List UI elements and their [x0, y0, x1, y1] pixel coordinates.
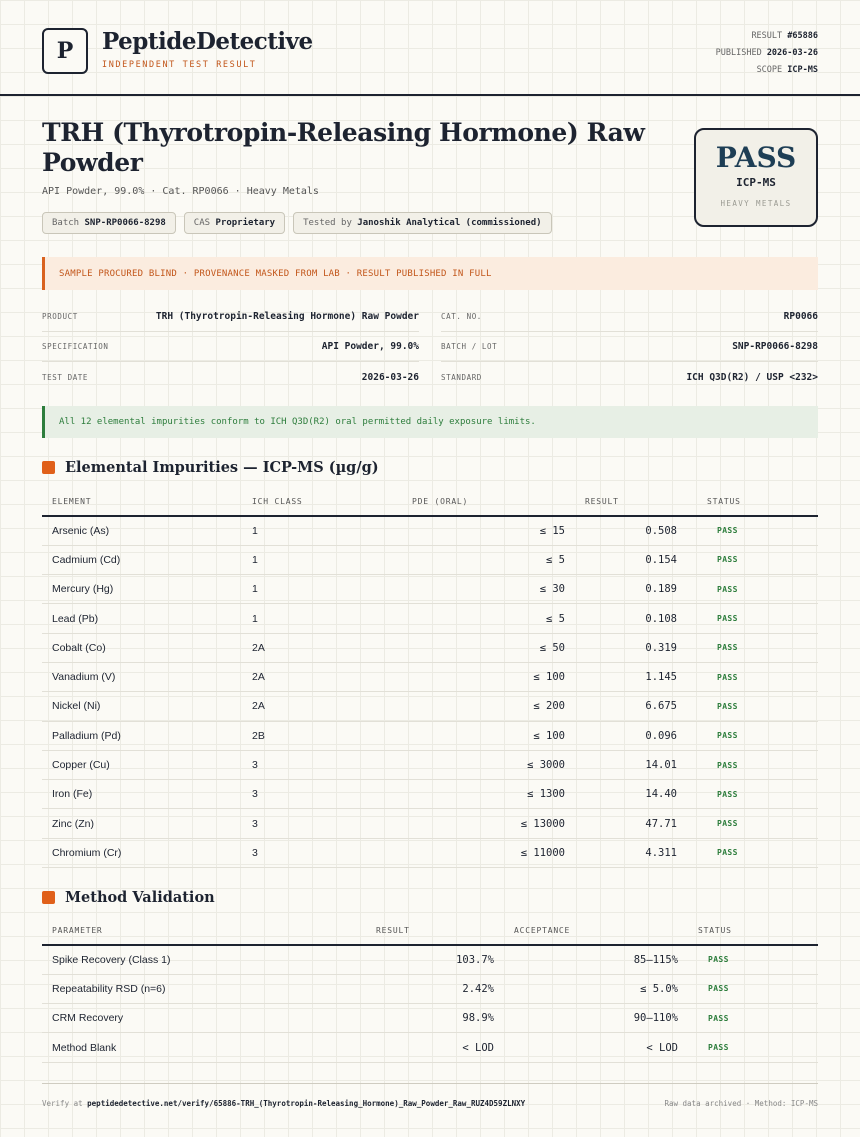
pde-limit: ≤ 100: [402, 662, 575, 691]
col-header-result: RESULT: [575, 488, 697, 516]
blind-procurement-notice: SAMPLE PROCURED BLIND · PROVENANCE MASKED FROM LAB · RESULT PUBLISHED IN FULL: [42, 257, 818, 290]
status-badge: PASS: [697, 575, 818, 604]
verify-line: [42, 1099, 525, 1108]
archive-note: Raw data archived · Method: ICP-MS: [664, 1099, 818, 1108]
element-name: Lead (Pb): [42, 604, 242, 633]
result-value: 14.40: [575, 780, 697, 809]
validation-row: [42, 945, 818, 974]
spec-key: TEST DATE: [42, 372, 89, 382]
published-date: 2026-03-26: [766, 48, 818, 58]
impurity-row: [42, 662, 818, 691]
ich-class: 1: [242, 604, 402, 633]
spec-row-cat-no: [441, 302, 818, 332]
brand-logo: P: [42, 28, 88, 74]
status-badge: PASS: [697, 516, 818, 545]
pde-limit: ≤ 13000: [402, 809, 575, 838]
pde-limit: ≤ 11000: [402, 838, 575, 867]
ich-class: 1: [242, 575, 402, 604]
ich-class: 2A: [242, 633, 402, 662]
impurity-row: [42, 838, 818, 867]
ich-class: 2B: [242, 721, 402, 750]
status-badge: PASS: [697, 633, 818, 662]
spec-value: API Powder, 99.0%: [321, 341, 419, 352]
stamp-method: ICP-MS: [736, 176, 776, 189]
result-value: 2.42%: [272, 974, 504, 1003]
result-value: 103.7%: [272, 945, 504, 974]
impurity-row: [42, 780, 818, 809]
result-value: 6.675: [575, 692, 697, 721]
result-value: 0.508: [575, 516, 697, 545]
acceptance-criteria: 85–115%: [504, 945, 688, 974]
ich-class: 3: [242, 809, 402, 838]
validation-header-row: [42, 917, 818, 945]
result-value: 14.01: [575, 750, 697, 779]
result-value: 0.108: [575, 604, 697, 633]
acceptance-criteria: 90–110%: [504, 1004, 688, 1033]
cas-chip-label: CAS: [193, 218, 211, 228]
tested-by-chip: [293, 212, 551, 234]
validation-title: Method Validation: [65, 889, 215, 906]
status-badge: PASS: [697, 809, 818, 838]
specs-left-column: [42, 302, 419, 392]
batch-chip-value: SNP-RP0066-8298: [84, 218, 166, 228]
report-meta: [716, 28, 818, 79]
validation-section-header: [42, 889, 215, 906]
spec-value: ICH Q3D(R2) / USP <232>: [686, 371, 818, 383]
validation-row: [42, 974, 818, 1003]
product-chips: [42, 212, 552, 234]
pde-limit: ≤ 50: [402, 633, 575, 662]
col-header-status: STATUS: [688, 917, 818, 945]
validation-table: [42, 917, 818, 1063]
spec-row-test-date: [42, 362, 419, 392]
published-label: PUBLISHED: [715, 48, 762, 58]
element-name: Copper (Cu): [42, 750, 242, 779]
element-name: Iron (Fe): [42, 780, 242, 809]
impurities-table: [42, 488, 818, 868]
result-value: 4.311: [575, 838, 697, 867]
impurity-row: [42, 809, 818, 838]
element-name: Vanadium (V): [42, 662, 242, 691]
batch-chip-label: Batch: [52, 218, 80, 228]
impurity-row: [42, 545, 818, 574]
impurity-row: [42, 692, 818, 721]
spec-key: SPECIFICATION: [42, 342, 109, 351]
validation-row: [42, 1004, 818, 1033]
spec-key: BATCH / LOT: [441, 342, 498, 351]
brand-name: PeptideDetective: [102, 28, 313, 55]
scope-label: SCOPE: [756, 65, 783, 75]
col-header-status: STATUS: [697, 488, 818, 516]
verify-link[interactable]: peptidedetective.net/verify/65886-TRH_(Thyrotropin-Releasing_Hormone)_Raw_Powder_Raw_RUZ4D59ZLNXY: [87, 1099, 526, 1108]
ich-class: 3: [242, 750, 402, 779]
col-header-ich-class: ICH CLASS: [242, 488, 402, 516]
element-name: Mercury (Hg): [42, 575, 242, 604]
pde-limit: ≤ 15: [402, 516, 575, 545]
status-badge: PASS: [697, 780, 818, 809]
header-divider: [0, 94, 860, 96]
pde-limit: ≤ 3000: [402, 750, 575, 779]
status-badge: PASS: [697, 750, 818, 779]
spec-key: CAT. NO.: [441, 312, 482, 321]
impurity-row: [42, 516, 818, 545]
col-header-element: ELEMENT: [42, 488, 242, 516]
cas-chip: [184, 212, 285, 234]
element-name: Zinc (Zn): [42, 809, 242, 838]
spec-row-batch-lot: [441, 332, 818, 362]
status-badge: PASS: [697, 662, 818, 691]
col-header-result: RESULT: [272, 917, 504, 945]
footer-divider: [42, 1083, 818, 1084]
impurities-title: Elemental Impurities — ICP-MS (µg/g): [65, 459, 379, 476]
spec-value: SNP-RP0066-8298: [732, 341, 818, 352]
product-subtitle: API Powder, 99.0% · Cat. RP0066 · Heavy Metals: [42, 186, 319, 197]
result-value: 1.145: [575, 662, 697, 691]
spec-row-specification: [42, 332, 419, 362]
spec-key: STANDARD: [441, 372, 482, 382]
conformance-banner: All 12 elemental impurities conform to ICH Q3D(R2) oral permitted daily exposure limits.: [42, 406, 818, 438]
element-name: Cadmium (Cd): [42, 545, 242, 574]
pass-stamp: [694, 128, 818, 227]
section-marker-icon: [42, 891, 55, 904]
element-name: Palladium (Pd): [42, 721, 242, 750]
status-badge: PASS: [697, 692, 818, 721]
result-label: RESULT: [751, 31, 783, 41]
status-badge: PASS: [688, 1033, 818, 1062]
impurities-section-header: [42, 459, 379, 476]
status-badge: PASS: [697, 838, 818, 867]
impurity-row: [42, 575, 818, 604]
result-number: #65886: [787, 31, 818, 41]
brand-tagline: INDEPENDENT TEST RESULT: [102, 60, 257, 70]
product-title: TRH (Thyrotropin-Releasing Hormone) Raw Powder: [42, 118, 645, 177]
element-name: Chromium (Cr): [42, 838, 242, 867]
parameter-name: CRM Recovery: [42, 1004, 272, 1033]
pde-limit: ≤ 200: [402, 692, 575, 721]
validation-row: [42, 1033, 818, 1062]
element-name: Nickel (Ni): [42, 692, 242, 721]
impurity-row: [42, 750, 818, 779]
section-marker-icon: [42, 461, 55, 474]
ich-class: 2A: [242, 662, 402, 691]
element-name: Arsenic (As): [42, 516, 242, 545]
batch-chip: [42, 212, 176, 234]
acceptance-criteria: < LOD: [504, 1033, 688, 1062]
stamp-verdict: PASS: [715, 141, 797, 174]
pde-limit: ≤ 5: [402, 545, 575, 574]
parameter-name: Method Blank: [42, 1033, 272, 1062]
impurity-row: [42, 633, 818, 662]
status-badge: PASS: [697, 604, 818, 633]
result-value: 0.154: [575, 545, 697, 574]
scope-value: ICP-MS: [787, 65, 818, 75]
impurity-row: [42, 721, 818, 750]
tested-by-label: Tested by: [303, 218, 352, 228]
verify-label: Verify at: [42, 1099, 83, 1108]
element-name: Cobalt (Co): [42, 633, 242, 662]
col-header-acceptance: ACCEPTANCE: [504, 917, 688, 945]
ich-class: 1: [242, 545, 402, 574]
parameter-name: Spike Recovery (Class 1): [42, 945, 272, 974]
stamp-category: HEAVY METALS: [720, 199, 792, 208]
impurity-row: [42, 604, 818, 633]
col-header-parameter: PARAMETER: [42, 917, 272, 945]
ich-class: 3: [242, 780, 402, 809]
result-value: 47.71: [575, 809, 697, 838]
result-value: 98.9%: [272, 1004, 504, 1033]
col-header-pde: PDE (ORAL): [402, 488, 575, 516]
ich-class: 1: [242, 516, 402, 545]
spec-key: PRODUCT: [42, 312, 78, 321]
impurities-header-row: [42, 488, 818, 516]
result-value: 0.189: [575, 575, 697, 604]
ich-class: 3: [242, 838, 402, 867]
report-header: [42, 28, 818, 78]
spec-value: 2026-03-26: [361, 371, 419, 383]
cas-chip-value: Proprietary: [215, 218, 276, 228]
status-badge: PASS: [697, 721, 818, 750]
spec-row-product: [42, 302, 419, 332]
pde-limit: ≤ 5: [402, 604, 575, 633]
status-badge: PASS: [697, 545, 818, 574]
pde-limit: ≤ 30: [402, 575, 575, 604]
spec-value: TRH (Thyrotropin-Releasing Hormone) Raw Powder: [155, 311, 419, 322]
pde-limit: ≤ 1300: [402, 780, 575, 809]
spec-row-standard: [441, 362, 818, 392]
tested-by-value: Janoshik Analytical (commissioned): [357, 218, 542, 228]
parameter-name: Repeatability RSD (n=6): [42, 974, 272, 1003]
acceptance-criteria: ≤ 5.0%: [504, 974, 688, 1003]
result-value: 0.319: [575, 633, 697, 662]
result-value: 0.096: [575, 721, 697, 750]
status-badge: PASS: [688, 974, 818, 1003]
specs-right-column: [441, 302, 818, 392]
ich-class: 2A: [242, 692, 402, 721]
status-badge: PASS: [688, 1004, 818, 1033]
result-value: < LOD: [272, 1033, 504, 1062]
status-badge: PASS: [688, 945, 818, 974]
pde-limit: ≤ 100: [402, 721, 575, 750]
spec-value: RP0066: [783, 311, 818, 322]
